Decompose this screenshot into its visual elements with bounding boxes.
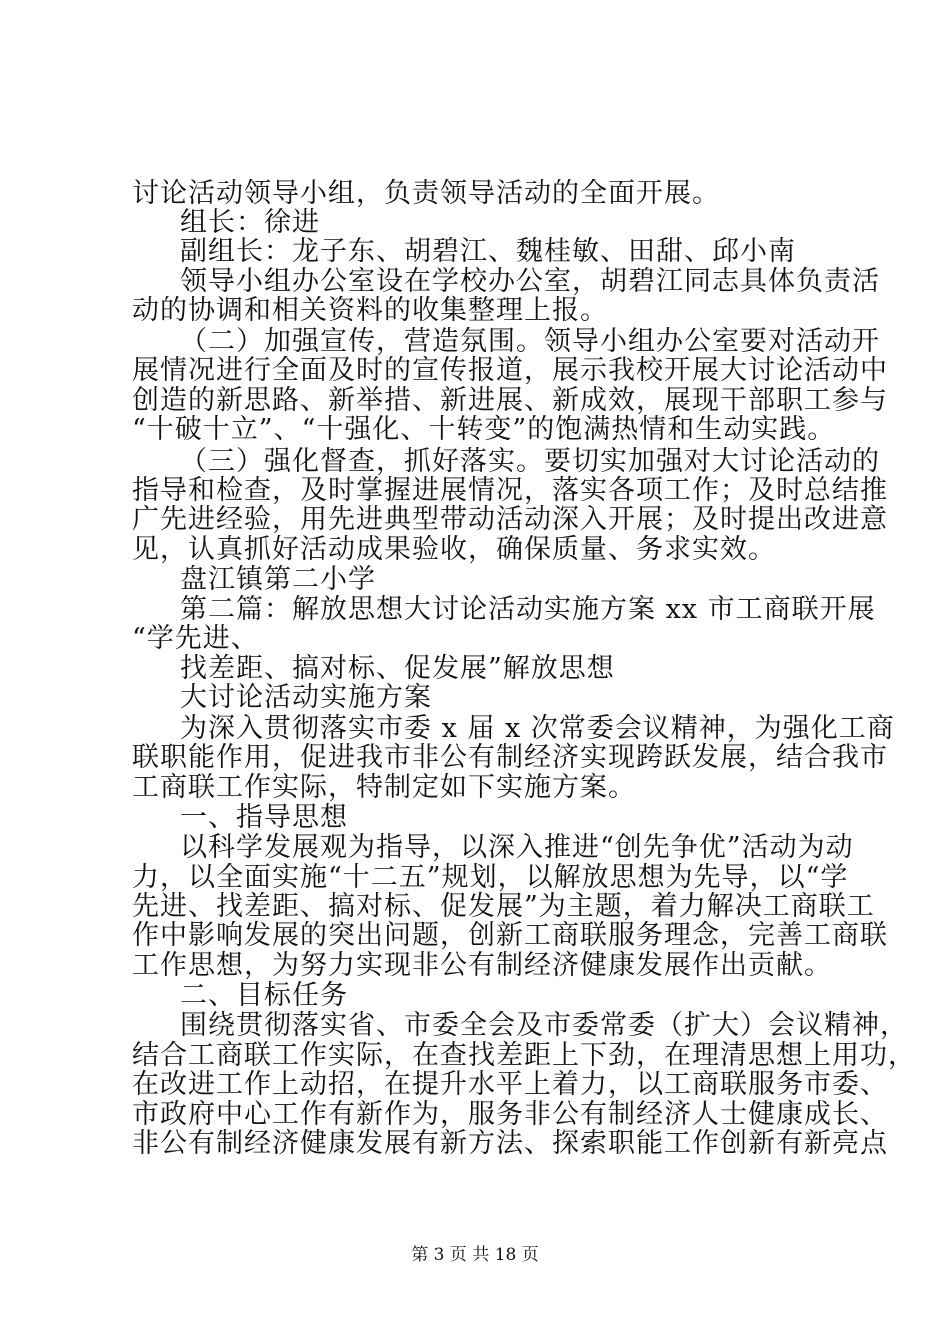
text-line: 联职能作用，促进我市非公有制经济实现跨跃发展，结合我市 xyxy=(132,742,888,773)
text-line: 力，以全面实施“十二五”规划，以解放思想为先导，以“学 xyxy=(132,862,849,893)
text-line: 展情况进行全面及时的宣传报道，展示我校开展大讨论活动中 xyxy=(132,355,888,386)
text-line: 先进、找差距、搞对标、促发展”为主题，着力解决工商联工 xyxy=(132,891,875,922)
text-line: 大讨论活动实施方案 xyxy=(180,682,432,713)
text-line: 第二篇：解放思想大讨论活动实施方案 xx 市工商联开展 xyxy=(180,594,876,625)
text-line: 广先进经验，用先进典型带动活动深入开展；及时提出改进意 xyxy=(132,504,888,535)
text-line: 工商联工作实际，特制定如下实施方案。 xyxy=(132,772,636,803)
text-line: 盘江镇第二小学 xyxy=(180,564,376,595)
text-line: 找差距、搞对标、促发展”解放思想 xyxy=(180,653,615,684)
text-line: 以科学发展观为指导，以深入推进“创先争优”活动为动 xyxy=(180,832,854,863)
text-line: “十破十立”、“十强化、十转变”的饱满热情和生动实践。 xyxy=(132,414,836,445)
text-line: 一、指导思想 xyxy=(180,802,348,833)
text-line: 非公有制经济健康发展有新方法、探索职能工作创新有新亮点 xyxy=(132,1128,888,1159)
text-line: （二）加强宣传，营造氛围。领导小组办公室要对活动开 xyxy=(180,326,880,357)
text-line: 二、目标任务 xyxy=(180,980,348,1011)
text-line: 市政府中心工作有新作为，服务非公有制经济人士健康成长、 xyxy=(132,1099,888,1130)
text-line: 领导小组办公室设在学校办公室，胡碧江同志具体负责活 xyxy=(180,266,880,297)
text-line: 在改进工作上动招，在提升水平上着力，以工商联服务市委、 xyxy=(132,1069,888,1100)
text-line: 讨论活动领导小组，负责领导活动的全面开展。 xyxy=(132,178,720,209)
text-line: 工作思想，为努力实现非公有制经济健康发展作出贡献。 xyxy=(132,950,832,981)
text-line: 组长：徐进 xyxy=(180,207,320,238)
text-line: 创造的新思路、新举措、新进展、新成效，展现干部职工参与 xyxy=(132,385,888,416)
text-line: 结合工商联工作实际，在查找差距上下劲，在理清思想上用功， xyxy=(132,1040,916,1071)
text-line: “学先进、 xyxy=(132,623,259,654)
text-line: 动的协调和相关资料的收集整理上报。 xyxy=(132,295,608,326)
text-line: 围绕贯彻落实省、市委全会及市委常委（扩大）会议精神， xyxy=(180,1010,908,1041)
text-line: （三）强化督查，抓好落实。要切实加强对大讨论活动的 xyxy=(180,446,880,477)
text-line: 见，认真抓好活动成果验收，确保质量、务求实效。 xyxy=(132,534,776,565)
text-line: 指导和检查，及时掌握进展情况，落实各项工作；及时总结推 xyxy=(132,475,888,506)
text-line: 为深入贯彻落实市委 x 届 x 次常委会议精神，为强化工商 xyxy=(180,713,895,744)
text-line: 作中影响发展的突出问题，创新工商联服务理念，完善工商联 xyxy=(132,920,888,951)
page-number-footer: 第 3 页 共 18 页 xyxy=(411,1245,539,1265)
text-line: 副组长：龙子东、胡碧江、魏桂敏、田甜、邱小南 xyxy=(180,236,796,267)
